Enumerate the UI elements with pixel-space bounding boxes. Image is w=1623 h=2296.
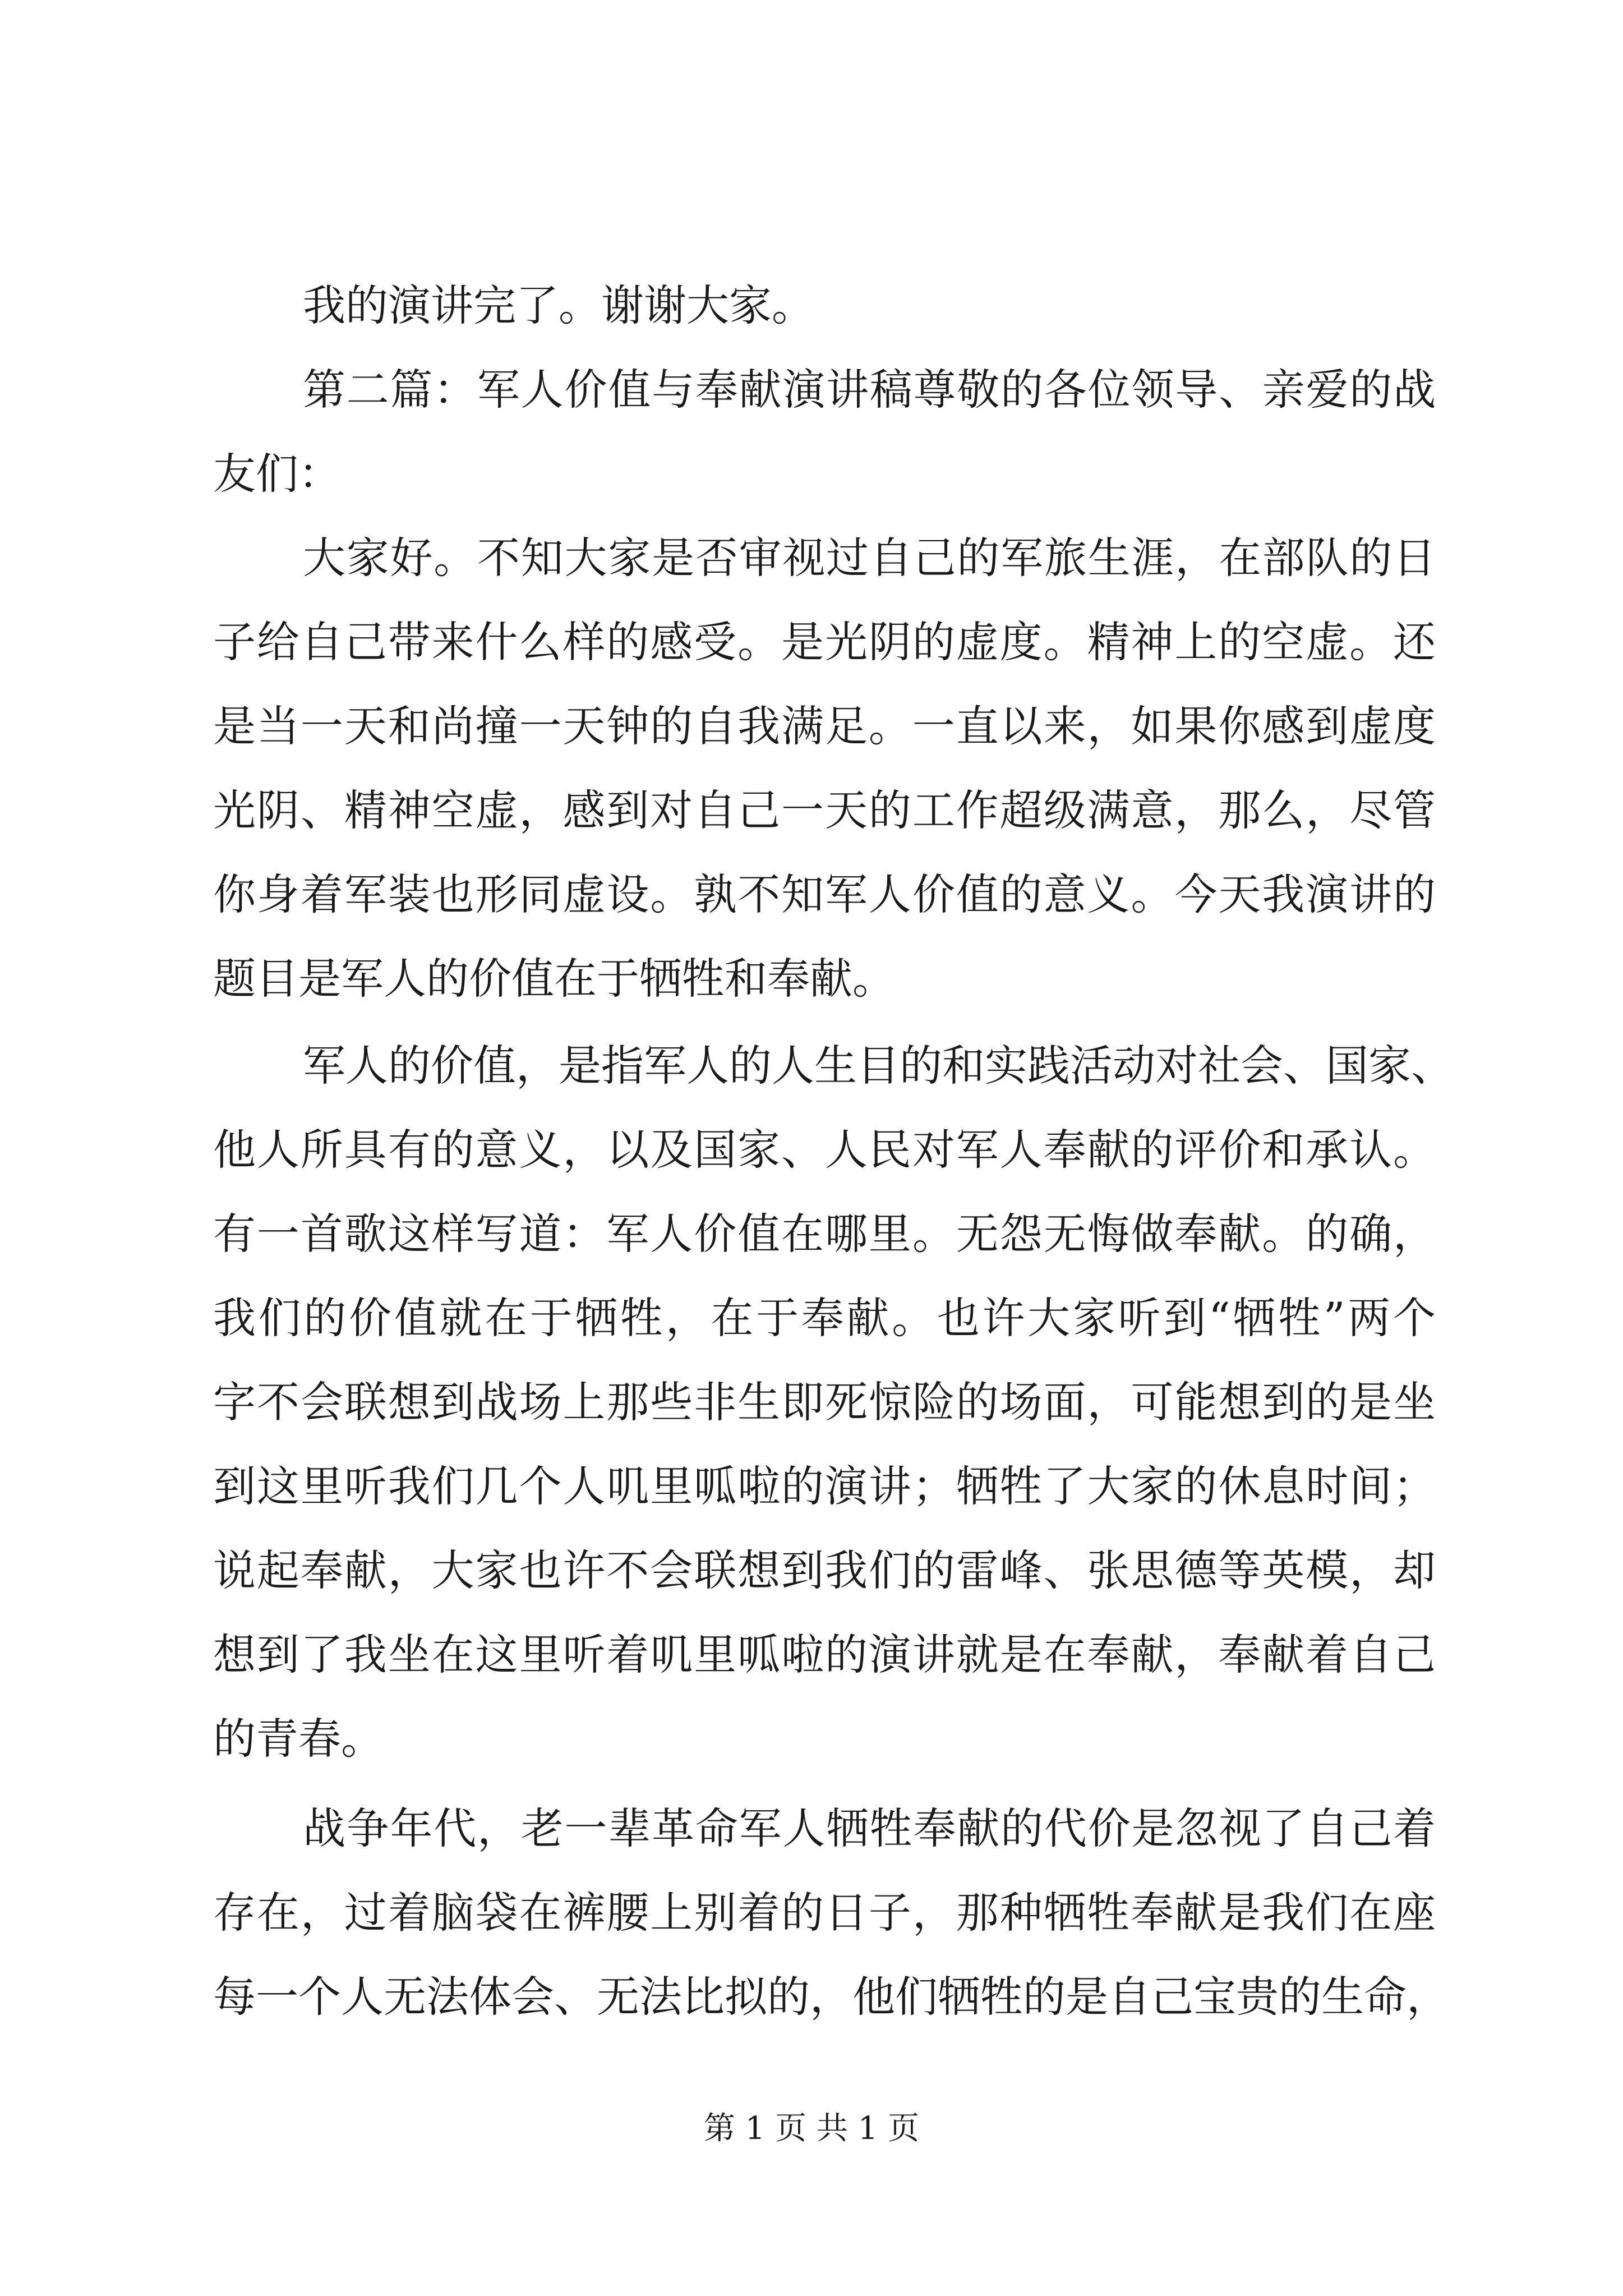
paragraph-line-8: 你身着军装也形同虚设。孰不知军人价值的意义。今天我演讲的 [213, 869, 1436, 919]
paragraph-line-1: 我的演讲完了。谢谢大家。 [303, 280, 814, 330]
paragraph-line-12: 有一首歌这样写道：军人价值在哪里。无怨无悔做奉献。的确， [213, 1209, 1436, 1259]
paragraph-line-15: 到这里听我们几个人叽里呱啦的演讲；牺牲了大家的休息时间； [213, 1461, 1436, 1511]
paragraph-line-11: 他人所具有的意义，以及国家、人民对军人奉献的评价和承认。 [213, 1125, 1436, 1175]
paragraph-line-17: 想到了我坐在这里听着叽里呱啦的演讲就是在奉献，奉献着自己 [213, 1630, 1436, 1680]
paragraph-line-7: 光阴、精神空虚，感到对自己一天的工作超级满意，那么，尽管 [213, 785, 1436, 835]
paragraph-line-4: 大家好。不知大家是否审视过自己的军旅生涯，在部队的日 [303, 533, 1436, 583]
page-footer: 第 1 页 共 1 页 [703, 2110, 920, 2147]
paragraph-line-20: 存在，过着脑袋在裤腰上别着的日子，那种牺牲奉献是我们在座 [213, 1888, 1436, 1938]
paragraph-line-16: 说起奉献，大家也许不会联想到我们的雷峰、张思德等英模，却 [213, 1545, 1436, 1595]
paragraph-line-5: 子给自己带来什么样的感受。是光阴的虚度。精神上的空虚。还 [213, 617, 1436, 667]
paragraph-line-13: 我们的价值就在于牺牲，在于奉献。也许大家听到“牺牲”两个 [213, 1293, 1436, 1343]
paragraph-line-10: 军人的价值，是指军人的人生目的和实践活动对社会、国家、 [303, 1041, 1454, 1091]
paragraph-line-21: 每一个人无法体会、无法比拟的，他们牺牲的是自己宝贵的生命， [213, 1972, 1449, 2022]
paragraph-line-19: 战争年代，老一辈革命军人牺牲奉献的代价是忽视了自己着 [303, 1803, 1436, 1853]
paragraph-line-18: 的青春。 [213, 1714, 384, 1764]
paragraph-line-3: 友们： [213, 449, 341, 499]
paragraph-line-6: 是当一天和尚撞一天钟的自我满足。一直以来，如果你感到虚度 [213, 701, 1436, 751]
paragraph-line-9: 题目是军人的价值在于牺牲和奉献。 [213, 954, 895, 1004]
paragraph-line-14: 字不会联想到战场上那些非生即死惊险的场面，可能想到的是坐 [213, 1377, 1436, 1427]
paragraph-line-2: 第二篇：军人价值与奉献演讲稿尊敬的各位领导、亲爱的战 [303, 365, 1436, 415]
